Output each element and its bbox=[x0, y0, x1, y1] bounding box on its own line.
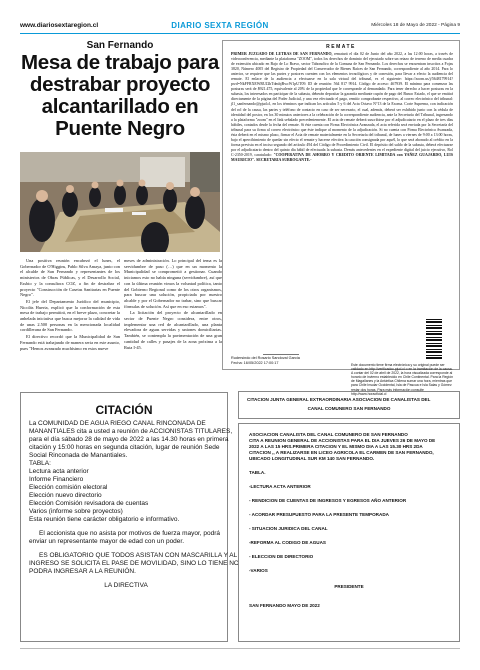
site-url[interactable]: www.diariosextaregion.cl bbox=[20, 22, 99, 29]
asamblea-line: CITACION JUNTA GENERAL EXTRAORDINARIA ASOCIACION DE CANALISTAS DEL bbox=[247, 397, 431, 402]
remate-title: REMATE bbox=[326, 44, 356, 50]
reunion-item: - RENDICION DE CUENTAS DE INGRESOS Y EGRESOS AÑO ANTERIOR bbox=[249, 498, 407, 503]
reunion-tabla: TABLA. bbox=[249, 470, 266, 475]
asamblea-line: CANAL COMUNERO SAN FERNANDO bbox=[307, 406, 391, 411]
paragraph: El directivo recordó que la Municipalidad de San Fernando está trabajando de manera seria en este asunto, pues "Hemos avanzado muchísimo en estos nueve bbox=[20, 334, 120, 351]
meeting-photo-illustration bbox=[20, 152, 220, 252]
citacion-line: Elección nuevo directorio bbox=[29, 492, 102, 499]
article-headline: Mesa de trabajo para destrabar proyecto alcantarillado en Puente Negro bbox=[21, 51, 219, 140]
citacion-warning: INGRESO SE SOLICITA EL PASE DE MOVILIDAD, SINO LO TIENE NO bbox=[29, 560, 239, 567]
remate-caratulado: "COOPERATIVA DE AHORRO Y CREDITO ORIENTE LIMITADA con YAÑEZ GUAJARDO, LUIS MAURICIO". SECRETARIA SUBROGANTE.- bbox=[231, 152, 453, 162]
citacion-line: Elección Comisión revisadora de cuentas bbox=[29, 500, 149, 507]
remate-body bbox=[231, 52, 453, 163]
reunion-date: SAN FERNANDO MAYO DE 2022 bbox=[249, 603, 320, 608]
citacion-notice bbox=[20, 392, 239, 642]
reunion-president: PRESIDENTE bbox=[334, 584, 364, 589]
article-column-2 bbox=[124, 258, 222, 351]
article-column-1 bbox=[20, 258, 120, 352]
footer-rule bbox=[20, 648, 460, 649]
citacion-line: TABLA: bbox=[29, 460, 51, 467]
citacion-line: MANANTIALES cita a usted a reunión de ACCIONISTAS TITULARES, bbox=[29, 428, 233, 435]
meeting-photo bbox=[20, 152, 220, 252]
citacion-line: Esta reunión tiene carácter obligatorio e informativo. bbox=[29, 516, 180, 523]
qr-code-icon bbox=[426, 319, 442, 359]
issue-date: Miércoles 18 de Mayo de 2022 - Página 9 bbox=[371, 23, 460, 28]
citacion-line: Varios (informe sobre proyectos) bbox=[29, 508, 123, 515]
paragraph: La licitación del proyecto de alcantarillado en sector de Puente Negro considera, entre otros, implementar una red de alcantarillado, una planta elevadora de aguas servidas y uniones domiciliarias. También, se contempla la pavimentación de una gran cantidad de calles y pasajes de la zona próxima a la Ruta I-45. bbox=[124, 310, 222, 350]
citacion-line: Elección comisión electoral bbox=[29, 484, 108, 491]
citacion-warning: PODRA INGRESAR A LA REUNIÓN. bbox=[29, 568, 136, 575]
masthead: DIARIO SEXTA REGIÓN bbox=[171, 21, 269, 30]
citacion-line: Social Rinconada de Manantiales. bbox=[29, 452, 128, 459]
reunion-item: -VARIOS bbox=[249, 568, 268, 573]
remate-text: rematará el día 02 de Junio del año 2022, a las 12:00 horas, a través de videoconferencia, mediante la plataforma "ZOOM", todos los derechos de dominio del ejecutado sobre un retazo de terreno de media cuadra de extensión ubicado en Bajo de Lo Bravo, sector Tabonoltro de la Comuna de San Fernando. Los derechos se encuentran inscritos a Fojas 3820, Número 4005 del Registro de Propiedad del Conservador de Bienes Raíces de San Fernando, correspondiente al año 2014. Para lo anterior, se requiere que las partes y postores cuenten con los elementos tecnológicos y de conexión, para llevar a efecto la audiencia del remate. El enlace de la audiencia a efectuarse en la sala virtual del tribunal, es el siguiente: https://zoom.us/j/5648179914?pwd=NkFFRXEWRUJ2bTdmbjBwcW1pUT09. ID de reunión: 564 817 9914. Código de acceso: 467939. El mínimo para comenzar las posturas será de $921.475, equivalente al 20% de la propiedad que le corresponde al demandado. Para tener derecho a hacer posturas en la subasta, los interesados en participar de la subasta, deberán depositar la garantía mediante cupón de pago del Banco Estado, el que se emitirá directamente de la página del Poder Judicial, y una vez efectuado el pago, remitir comprobante respectivo, al correo electrónico del tribunal: jl1_sanfernando@pjud.cl, en los términos que indican los artículos 5 y 6 del Acta Octavo N°13 de la Excma. Corte Suprema, con indicación del rol de la causa, las partes y teléfono de contacto en caso de ser necesario, el cual, además, deberá ser exhibido junto con la cédula de identidad del postor, en los 30 minutos anteriores a la celebración de la correspondiente audiencia, ante la Secretaría del Tribunal, ingresando a la plataforma "zoom" en el link señalado precedentemente. El acta de remate deberá suscribirse por el adjudicatario en el plazo de tres días hábiles, contados desde la fecha del remate. Si éste cuenta con Firma Electrónica Avanzada, el acta referida será enviada por la Secretaría del tribunal para su firma al correo electrónico que éste indique al momento de la adjudicación. Si no cuenta con Firma Electrónica Avanzada, ésta deberá en el mismo plazo, firmar el Acta de remate materialmente en la Secretaría del tribunal, de lunes a viernes de 9:00 a 13:00 horas, bajo el apercibimiento de quedar sin efecto el remate y hacerse efectiva la caución consignada por aquél, lo que será abonado al crédito en la forma prevista en el inciso segundo del artículo 494 del Código de Procedimiento Civil. El depósito del saldo de la subasta, deberá efectuarse por el adjudicatario dentro del quinto día hábil de efectuada la subasta. Demás antecedentes en el expediente digital del juicio ejecutivo, Rol C-2350-2019, caratulado: bbox=[231, 52, 453, 157]
reunion-notice bbox=[238, 423, 460, 642]
reunion-intro: 2022 A LAS 15 HRS.PRIMERA CITACION Y EL MISMO DIA A LAS 15.30 HRS 2DA bbox=[249, 444, 423, 449]
paragraph: meses de administración. Lo principal del tema es la servidumbre de paso (…) que en un momento la Municipalidad se comprometió a gestionar. Cuando iniciamos esto no había ninguna (servidumbre), así que con la última reunión vimos la voluntad política, tanto del Gobierno Regional como de los otros organismos, para buscar una solución, propiciada por nuestro alcalde y por el Gobernador no trabar, sino que buscar fórmulas de solución. Así que en eso estamos". bbox=[124, 258, 222, 309]
reunion-intro: CITACION ,, A REALIZARSE EN LICEO AGRICOLA EL CARMEN DE SAN FERNANDO, bbox=[249, 450, 434, 455]
electronic-signature-note: Este documento tiene firma electrónica y su original puede ser validado en http://verificadoc.pjud.cl o en la tramitación de la causa. A contar del 02 de abril de 2022, la hora visualizada corresponde al horario de invierno establecido en Chile Continental. Para la Región de Magallanes y la Antártica Chilena sumar una hora, mientras que para Chile Insular Occidental, Isla de Pascua e Isla Salas y Gómez restar dos horas. Para más información consulte http://www.horaoficial.cl bbox=[351, 363, 453, 396]
signature-mark bbox=[263, 347, 299, 355]
citacion-title: CITACIÓN bbox=[95, 403, 153, 417]
citacion-line: citación y 15:00 horas en segunda citación, lugar de reunión Sede bbox=[29, 444, 220, 451]
reunion-item: - ACORDAR PRESUPUESTO PARA LA PRESENTE TEMPORADA bbox=[249, 512, 389, 517]
header-rule bbox=[20, 33, 460, 34]
citacion-line: para el día sábado 28 de mayo de 2022 a las 14.30 horas en primera bbox=[29, 436, 229, 443]
reunion-item: -REFORMA AL CODIGO DE AGUAS bbox=[249, 540, 326, 545]
paragraph: Una positiva reunión encabezó el lunes, el Gobernador de O'Higgins, Pablo Silva Amaya, junto con el alcalde de San Fernando y representantes de los ministerios de Obras Públicas, y el Desarrollo Social, Essbio y la consultora COZ, a fin de destrabar el proyecto "Construcción de Casetas Sanitarias en Puente Negro". bbox=[20, 258, 120, 298]
article-kicker: San Fernando bbox=[86, 40, 154, 51]
citacion-line: Informe Financiero bbox=[29, 476, 84, 483]
citacion-body bbox=[29, 420, 239, 590]
citacion-line: Lectura acta anterior bbox=[29, 468, 89, 475]
citacion-note: El accionista que no asista por motivos de fuerza mayor, podrá bbox=[39, 530, 221, 537]
remate-lead: PRIMER JUZGADO DE LETRAS DE SAN FERNANDO, bbox=[231, 52, 333, 56]
citacion-note: enviar un representante mayor de edad con un poder. bbox=[29, 538, 185, 545]
page-header bbox=[20, 20, 460, 31]
reunion-item: - SITUACION JURIDICA DEL CANAL bbox=[249, 526, 328, 531]
reunion-item: - ELECCION DE DIRECTORIO bbox=[249, 554, 314, 559]
reunion-intro: ASOCIACION CANALISTA DEL CANAL COMUNERO DE SAN FERNANDO bbox=[249, 432, 408, 437]
paragraph: El jefe del Departamento Jurídico del municipio, Nicolás Huerta, explicó que la conformación de esta mesa de trabajo permitirá, en el breve plazo, concretar la anhelada iniciativa que busca mejorar la calidad de vida de unas 2.500 personas en la mencionada localidad cordillerana de San Fernando. bbox=[20, 298, 120, 333]
citacion-warning: ES OBLIGATORIO QUE TODOS ASISTAN CON MASCARILLA Y AL bbox=[39, 552, 238, 559]
remate-notice bbox=[222, 40, 460, 396]
signature-block: Rudersindo del Rosario Sandoval Garcia Fecha: 16/05/2022 17:00:17 bbox=[231, 356, 300, 365]
reunion-intro: CITA A REUNION GENERAL DE ACCIONISTAS PARA EL DIA JUEVES 26 DE MAYO DE bbox=[249, 438, 436, 443]
asamblea-notice bbox=[238, 391, 460, 419]
reunion-intro: UBICADO LONGITUDINAL SUR KM 140 SAN FERNANDO. bbox=[249, 456, 375, 461]
citacion-line: La COMUNIDAD DE AGUA RIEGO CANAL RINCONADA DE bbox=[29, 420, 206, 427]
reunion-item: -LECTURA ACTA ANTERIOR bbox=[249, 484, 311, 489]
citacion-signature: LA DIRECTIVA bbox=[104, 582, 148, 589]
